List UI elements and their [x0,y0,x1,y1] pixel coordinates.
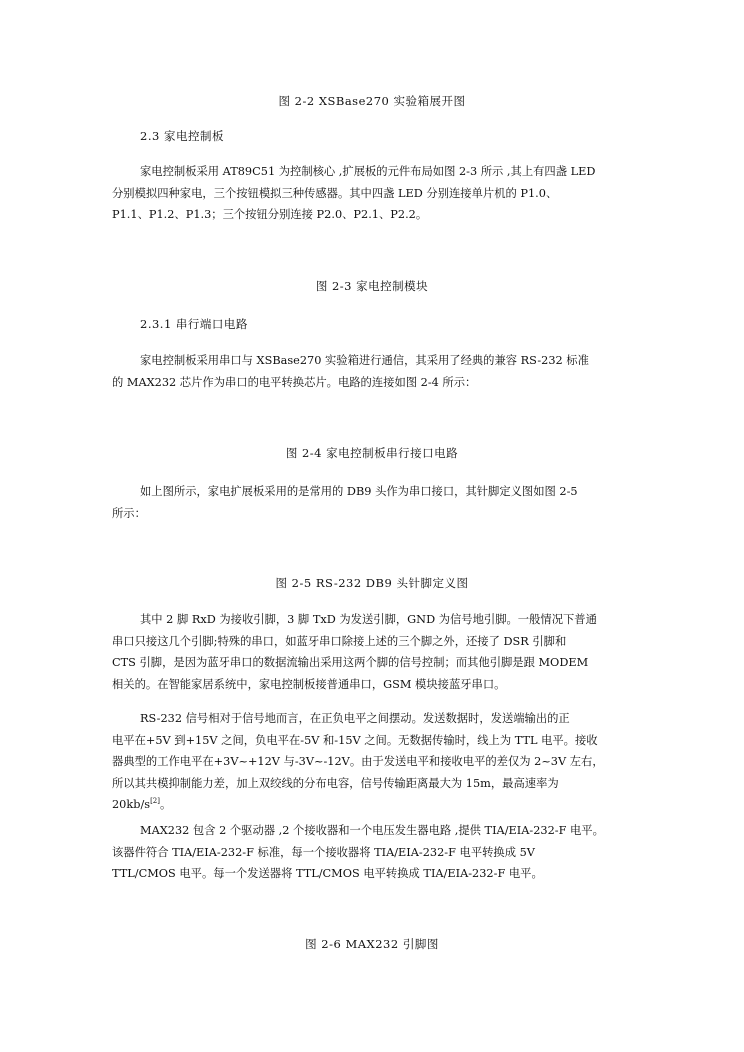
text-line: RS-232 信号相对于信号地而言，在正负电平之间摆动。发送数据时，发送端输出的正 [140,712,570,725]
text-line: 家电控制板采用串口与 XSBase270 实验箱进行通信，其采用了经典的兼容 RS-232 标准 [140,354,589,367]
paragraph-serial-port [112,350,636,393]
text-line: P1.1、P1.2、P1.3；三个按钮分别连接 P2.0、P2.1、P2.2。 [112,208,428,221]
text-line: 家电控制板采用 AT89C51 为控制核心 ,扩展板的元件布局如图 2-3 所示 ,其上有四盏 LED [140,165,596,178]
text-line [112,794,636,816]
text-fragment: 20kb/s [112,798,151,811]
figure-2-4-caption: 图 2-4 家电控制板串行接口电路 [285,446,459,460]
paragraph-pin-definition [112,609,636,695]
figure-2-3-caption: 图 2-3 家电控制模块 [315,279,429,293]
paragraph-home-control-board [112,161,636,226]
text-line: 所示： [112,506,146,520]
text-line: 电平在+5V 到+15V 之间，负电平在-5V 和-15V 之间。无数据传输时，线上为 TTL 电平。接收 [112,733,598,747]
text-line: 相关的。在智能家居系统中，家电控制板接普通串口，GSM 模块接蓝牙串口。 [112,677,506,691]
text-line: 分别模拟四种家电，三个按钮模拟三种传感器。其中四盏 LED 分别连接单片机的 P1.0、 [112,186,558,200]
text-line: 该器件符合 TIA/EIA-232-F 标准，每一个接收器将 TIA/EIA-232-F 电平转换成 5V [112,845,535,859]
text-line: 如上图所示，家电扩展板采用的是常用的 DB9 头作为串口接口，其针脚定义图如图 2-5 [140,485,578,498]
citation-reference: [2] [150,797,160,806]
paragraph-max232 [112,820,636,885]
paragraph-rs232-levels [112,708,636,816]
section-2-3-heading: 2.3 家电控制板 [140,129,224,143]
figure-2-2-caption: 图 2-2 XSBase270 实验箱展开图 [278,94,466,108]
text-line: TTL/CMOS 电平。每一个发送器将 TTL/CMOS 电平转换成 TIA/EIA-232-F 电平。 [112,867,543,880]
text-line: 串口只接这几个引脚;特殊的串口，如蓝牙串口除接上述的三个脚之外，还接了 DSR 引脚和 [112,634,567,648]
figure-2-6-caption: 图 2-6 MAX232 引脚图 [305,937,439,951]
section-2-3-1-heading: 2.3.1 串行端口电路 [140,317,248,331]
text-fragment: 。 [159,798,172,811]
text-line: 其中 2 脚 RxD 为接收引脚，3 脚 TxD 为发送引脚，GND 为信号地引脚。一般情况下普通 [140,613,597,626]
text-line: 所以其共模抑制能力差，加上双绞线的分布电容，信号传输距离最大为 15m，最高速率为 [112,776,559,790]
paragraph-db9-connector [112,481,636,524]
text-line: 器典型的工作电平在+3V~+12V 与-3V~-12V。由于发送电平和接收电平的差仅为 2~3V 左右， [112,755,604,768]
text-line: 的 MAX232 芯片作为串口的电平转换芯片。电路的连接如图 2-4 所示： [112,375,477,389]
figure-2-5-caption: 图 2-5 RS-232 DB9 头针脚定义图 [275,576,469,590]
text-line: MAX232 包含 2 个驱动器 ,2 个接收器和一个电压发生器电路 ,提供 TIA/EIA-232-F 电平。 [140,824,604,837]
text-line: CTS 引脚，是因为蓝牙串口的数据流输出采用这两个脚的信号控制；而其他引脚是跟 MODEM [112,656,589,669]
